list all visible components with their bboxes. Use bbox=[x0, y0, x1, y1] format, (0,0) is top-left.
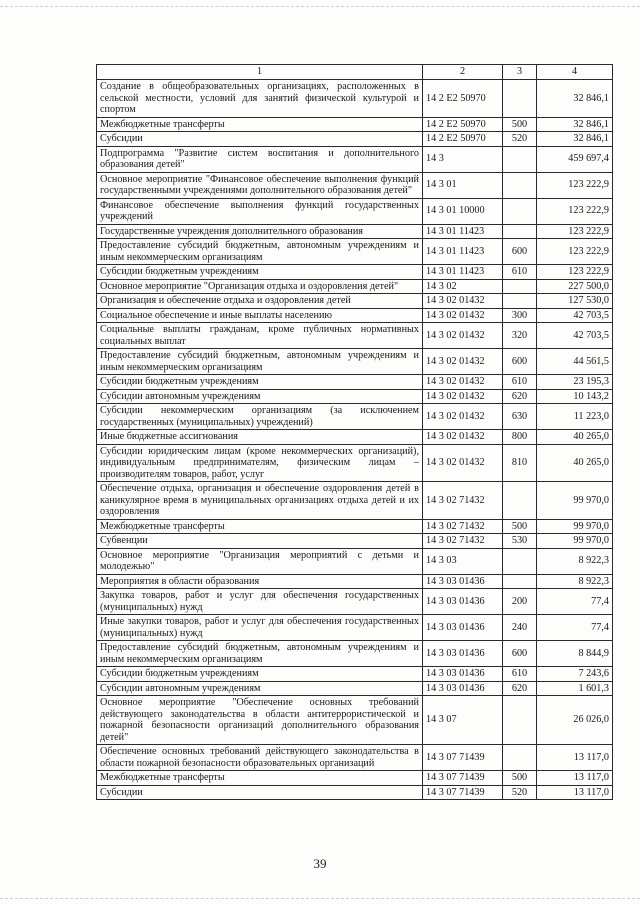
table-row bbox=[97, 444, 613, 482]
row-description: Иные бюджетные ассигнования bbox=[97, 430, 423, 445]
row-description: Создание в общеобразовательных организациях, расположенных в сельской местности, условий для занятий физической культурой и спортом bbox=[97, 80, 423, 118]
row-code: 14 3 01 10000 bbox=[423, 198, 503, 224]
row-description: Основное мероприятие "Организация отдыха и оздоровления детей" bbox=[97, 279, 423, 294]
row-description: Субсидии bbox=[97, 785, 423, 800]
row-code: 14 3 bbox=[423, 146, 503, 172]
table-row bbox=[97, 667, 613, 682]
row-expense-type bbox=[503, 146, 537, 172]
row-description: Субсидии бюджетным учреждениям bbox=[97, 265, 423, 280]
header-col-4: 4 bbox=[537, 65, 613, 80]
row-expense-type: 500 bbox=[503, 519, 537, 534]
table-row bbox=[97, 224, 613, 239]
row-expense-type: 800 bbox=[503, 430, 537, 445]
row-description: Межбюджетные трансферты bbox=[97, 117, 423, 132]
row-description: Предоставление субсидий бюджетным, автономным учреждениям и иным некоммерческим организациям bbox=[97, 239, 423, 265]
row-amount: 42 703,5 bbox=[537, 323, 613, 349]
row-amount: 123 222,9 bbox=[537, 172, 613, 198]
row-description: Предоставление субсидий бюджетным, автономным учреждениям и иным некоммерческим организациям bbox=[97, 641, 423, 667]
row-code: 14 3 03 01436 bbox=[423, 574, 503, 589]
row-description: Мероприятия в области образования bbox=[97, 574, 423, 589]
row-code: 14 3 02 01432 bbox=[423, 375, 503, 390]
row-expense-type bbox=[503, 198, 537, 224]
row-description: Субсидии некоммерческим организациям (за исключением государственных (муниципальных) учреждений) bbox=[97, 404, 423, 430]
row-amount: 123 222,9 bbox=[537, 198, 613, 224]
row-code: 14 3 07 bbox=[423, 696, 503, 745]
row-code: 14 3 02 01432 bbox=[423, 430, 503, 445]
table-row bbox=[97, 375, 613, 390]
table-row bbox=[97, 265, 613, 280]
row-description: Иные закупки товаров, работ и услуг для обеспечения государственных (муниципальных) нужд bbox=[97, 615, 423, 641]
table-row bbox=[97, 771, 613, 786]
row-code: 14 2 Е2 50970 bbox=[423, 132, 503, 147]
header-row bbox=[97, 65, 613, 80]
row-description: Обеспечение отдыха, организация и обеспечение оздоровления детей в каникулярное время в муниципальных организациях отдыха детей и их оздоровления bbox=[97, 482, 423, 520]
row-code: 14 3 02 01432 bbox=[423, 404, 503, 430]
row-code: 14 3 02 bbox=[423, 279, 503, 294]
row-code: 14 3 02 01432 bbox=[423, 294, 503, 309]
table-row bbox=[97, 80, 613, 118]
row-expense-type: 500 bbox=[503, 117, 537, 132]
row-code: 14 3 02 71432 bbox=[423, 519, 503, 534]
row-expense-type bbox=[503, 548, 537, 574]
table-row bbox=[97, 482, 613, 520]
row-expense-type: 520 bbox=[503, 785, 537, 800]
row-expense-type bbox=[503, 279, 537, 294]
table-row bbox=[97, 132, 613, 147]
table-row bbox=[97, 785, 613, 800]
table-row bbox=[97, 323, 613, 349]
row-expense-type: 520 bbox=[503, 132, 537, 147]
table-row bbox=[97, 389, 613, 404]
row-code: 14 3 03 01436 bbox=[423, 681, 503, 696]
row-code: 14 3 02 01432 bbox=[423, 349, 503, 375]
table-row bbox=[97, 615, 613, 641]
row-expense-type: 620 bbox=[503, 681, 537, 696]
table-row bbox=[97, 534, 613, 549]
table-row bbox=[97, 404, 613, 430]
row-description: Субсидии юридическим лицам (кроме некоммерческих организаций), индивидуальным предпринимателям, физическим лицам – производителям товаров, работ, услуг bbox=[97, 444, 423, 482]
row-code: 14 3 02 01432 bbox=[423, 308, 503, 323]
header-col-2: 2 bbox=[423, 65, 503, 80]
row-expense-type: 610 bbox=[503, 375, 537, 390]
row-expense-type: 600 bbox=[503, 239, 537, 265]
row-expense-type: 320 bbox=[503, 323, 537, 349]
table-row bbox=[97, 548, 613, 574]
row-expense-type: 620 bbox=[503, 389, 537, 404]
table-row bbox=[97, 696, 613, 745]
row-description: Предоставление субсидий бюджетным, автономным учреждениям и иным некоммерческим организациям bbox=[97, 349, 423, 375]
row-expense-type: 240 bbox=[503, 615, 537, 641]
table-row bbox=[97, 349, 613, 375]
row-amount: 10 143,2 bbox=[537, 389, 613, 404]
row-code: 14 3 02 71432 bbox=[423, 534, 503, 549]
table-row bbox=[97, 641, 613, 667]
row-code: 14 3 03 bbox=[423, 548, 503, 574]
table-row bbox=[97, 681, 613, 696]
row-amount: 44 561,5 bbox=[537, 349, 613, 375]
row-amount: 8 922,3 bbox=[537, 548, 613, 574]
table-row bbox=[97, 308, 613, 323]
row-description: Финансовое обеспечение выполнения функций государственных учреждений bbox=[97, 198, 423, 224]
row-amount: 123 222,9 bbox=[537, 224, 613, 239]
row-code: 14 3 02 71432 bbox=[423, 482, 503, 520]
row-code: 14 3 01 11423 bbox=[423, 224, 503, 239]
row-amount: 99 970,0 bbox=[537, 482, 613, 520]
row-amount: 1 601,3 bbox=[537, 681, 613, 696]
row-description: Основное мероприятие "Обеспечение основных требований действующего законодательства в области антитеррористической и пожарной безопасности организаций дополнительного образования детей" bbox=[97, 696, 423, 745]
row-description: Основное мероприятие "Финансовое обеспечение выполнения функций государственными учреждениями дополнительного образования детей" bbox=[97, 172, 423, 198]
row-description: Социальное обеспечение и иные выплаты населению bbox=[97, 308, 423, 323]
row-amount: 77,4 bbox=[537, 615, 613, 641]
row-amount: 459 697,4 bbox=[537, 146, 613, 172]
budget-table bbox=[96, 64, 613, 800]
row-code: 14 3 03 01436 bbox=[423, 641, 503, 667]
row-expense-type: 610 bbox=[503, 667, 537, 682]
table-row bbox=[97, 574, 613, 589]
table-body bbox=[97, 80, 613, 800]
row-code: 14 3 01 11423 bbox=[423, 265, 503, 280]
row-code: 14 3 03 01436 bbox=[423, 589, 503, 615]
row-code: 14 3 07 71439 bbox=[423, 785, 503, 800]
row-amount: 99 970,0 bbox=[537, 534, 613, 549]
table-row bbox=[97, 117, 613, 132]
row-expense-type: 300 bbox=[503, 308, 537, 323]
table-row bbox=[97, 146, 613, 172]
row-description: Организация и обеспечение отдыха и оздоровления детей bbox=[97, 294, 423, 309]
row-code: 14 3 02 01432 bbox=[423, 389, 503, 404]
row-code: 14 3 03 01436 bbox=[423, 667, 503, 682]
table-row bbox=[97, 172, 613, 198]
row-code: 14 3 02 01432 bbox=[423, 444, 503, 482]
row-amount: 40 265,0 bbox=[537, 444, 613, 482]
row-expense-type: 630 bbox=[503, 404, 537, 430]
row-description: Государственные учреждения дополнительного образования bbox=[97, 224, 423, 239]
row-description: Субсидии автономным учреждениям bbox=[97, 681, 423, 696]
row-description: Межбюджетные трансферты bbox=[97, 519, 423, 534]
row-description: Социальные выплаты гражданам, кроме публичных нормативных социальных выплат bbox=[97, 323, 423, 349]
row-amount: 26 026,0 bbox=[537, 696, 613, 745]
row-description: Подпрограмма "Развитие систем воспитания и дополнительного образования детей" bbox=[97, 146, 423, 172]
row-code: 14 3 07 71439 bbox=[423, 745, 503, 771]
row-amount: 32 846,1 bbox=[537, 80, 613, 118]
table-row bbox=[97, 519, 613, 534]
row-amount: 99 970,0 bbox=[537, 519, 613, 534]
row-expense-type bbox=[503, 80, 537, 118]
row-amount: 40 265,0 bbox=[537, 430, 613, 445]
row-amount: 8 922,3 bbox=[537, 574, 613, 589]
row-code: 14 2 Е2 50970 bbox=[423, 80, 503, 118]
row-amount: 32 846,1 bbox=[537, 132, 613, 147]
row-description: Субсидии бюджетным учреждениям bbox=[97, 375, 423, 390]
table-row bbox=[97, 589, 613, 615]
table-row bbox=[97, 239, 613, 265]
row-description: Закупка товаров, работ и услуг для обеспечения государственных (муниципальных) нужд bbox=[97, 589, 423, 615]
row-description: Субсидии бюджетным учреждениям bbox=[97, 667, 423, 682]
row-amount: 13 117,0 bbox=[537, 745, 613, 771]
row-expense-type bbox=[503, 294, 537, 309]
row-code: 14 3 07 71439 bbox=[423, 771, 503, 786]
row-expense-type: 610 bbox=[503, 265, 537, 280]
row-code: 14 3 03 01436 bbox=[423, 615, 503, 641]
row-expense-type bbox=[503, 745, 537, 771]
row-expense-type: 530 bbox=[503, 534, 537, 549]
row-amount: 13 117,0 bbox=[537, 771, 613, 786]
row-description: Субвенции bbox=[97, 534, 423, 549]
row-amount: 42 703,5 bbox=[537, 308, 613, 323]
table-row bbox=[97, 279, 613, 294]
row-amount: 23 195,3 bbox=[537, 375, 613, 390]
page-bottom-rule bbox=[0, 898, 640, 899]
row-expense-type bbox=[503, 224, 537, 239]
row-code: 14 3 01 bbox=[423, 172, 503, 198]
table-header bbox=[97, 65, 613, 80]
row-description: Межбюджетные трансферты bbox=[97, 771, 423, 786]
row-amount: 32 846,1 bbox=[537, 117, 613, 132]
row-amount: 8 844,9 bbox=[537, 641, 613, 667]
table-row bbox=[97, 745, 613, 771]
row-expense-type: 500 bbox=[503, 771, 537, 786]
row-expense-type: 600 bbox=[503, 349, 537, 375]
table-row bbox=[97, 198, 613, 224]
row-expense-type bbox=[503, 482, 537, 520]
row-expense-type bbox=[503, 172, 537, 198]
row-amount: 11 223,0 bbox=[537, 404, 613, 430]
row-expense-type bbox=[503, 696, 537, 745]
row-amount: 7 243,6 bbox=[537, 667, 613, 682]
row-amount: 123 222,9 bbox=[537, 265, 613, 280]
row-code: 14 3 02 01432 bbox=[423, 323, 503, 349]
page-top-rule bbox=[0, 6, 640, 7]
header-col-3: 3 bbox=[503, 65, 537, 80]
row-expense-type: 810 bbox=[503, 444, 537, 482]
row-amount: 227 500,0 bbox=[537, 279, 613, 294]
row-expense-type bbox=[503, 574, 537, 589]
row-amount: 77,4 bbox=[537, 589, 613, 615]
row-amount: 123 222,9 bbox=[537, 239, 613, 265]
row-amount: 127 530,0 bbox=[537, 294, 613, 309]
row-expense-type: 600 bbox=[503, 641, 537, 667]
row-expense-type: 200 bbox=[503, 589, 537, 615]
page-number: 39 bbox=[313, 856, 327, 871]
row-description: Субсидии автономным учреждениям bbox=[97, 389, 423, 404]
row-code: 14 3 01 11423 bbox=[423, 239, 503, 265]
header-col-1: 1 bbox=[97, 65, 423, 80]
table-row bbox=[97, 430, 613, 445]
row-code: 14 2 Е2 50970 bbox=[423, 117, 503, 132]
row-description: Основное мероприятие "Организация мероприятий с детьми и молодежью" bbox=[97, 548, 423, 574]
row-description: Обеспечение основных требований действующего законодательства в области пожарной безопасности образовательных организаций bbox=[97, 745, 423, 771]
row-description: Субсидии bbox=[97, 132, 423, 147]
row-amount: 13 117,0 bbox=[537, 785, 613, 800]
table-row bbox=[97, 294, 613, 309]
